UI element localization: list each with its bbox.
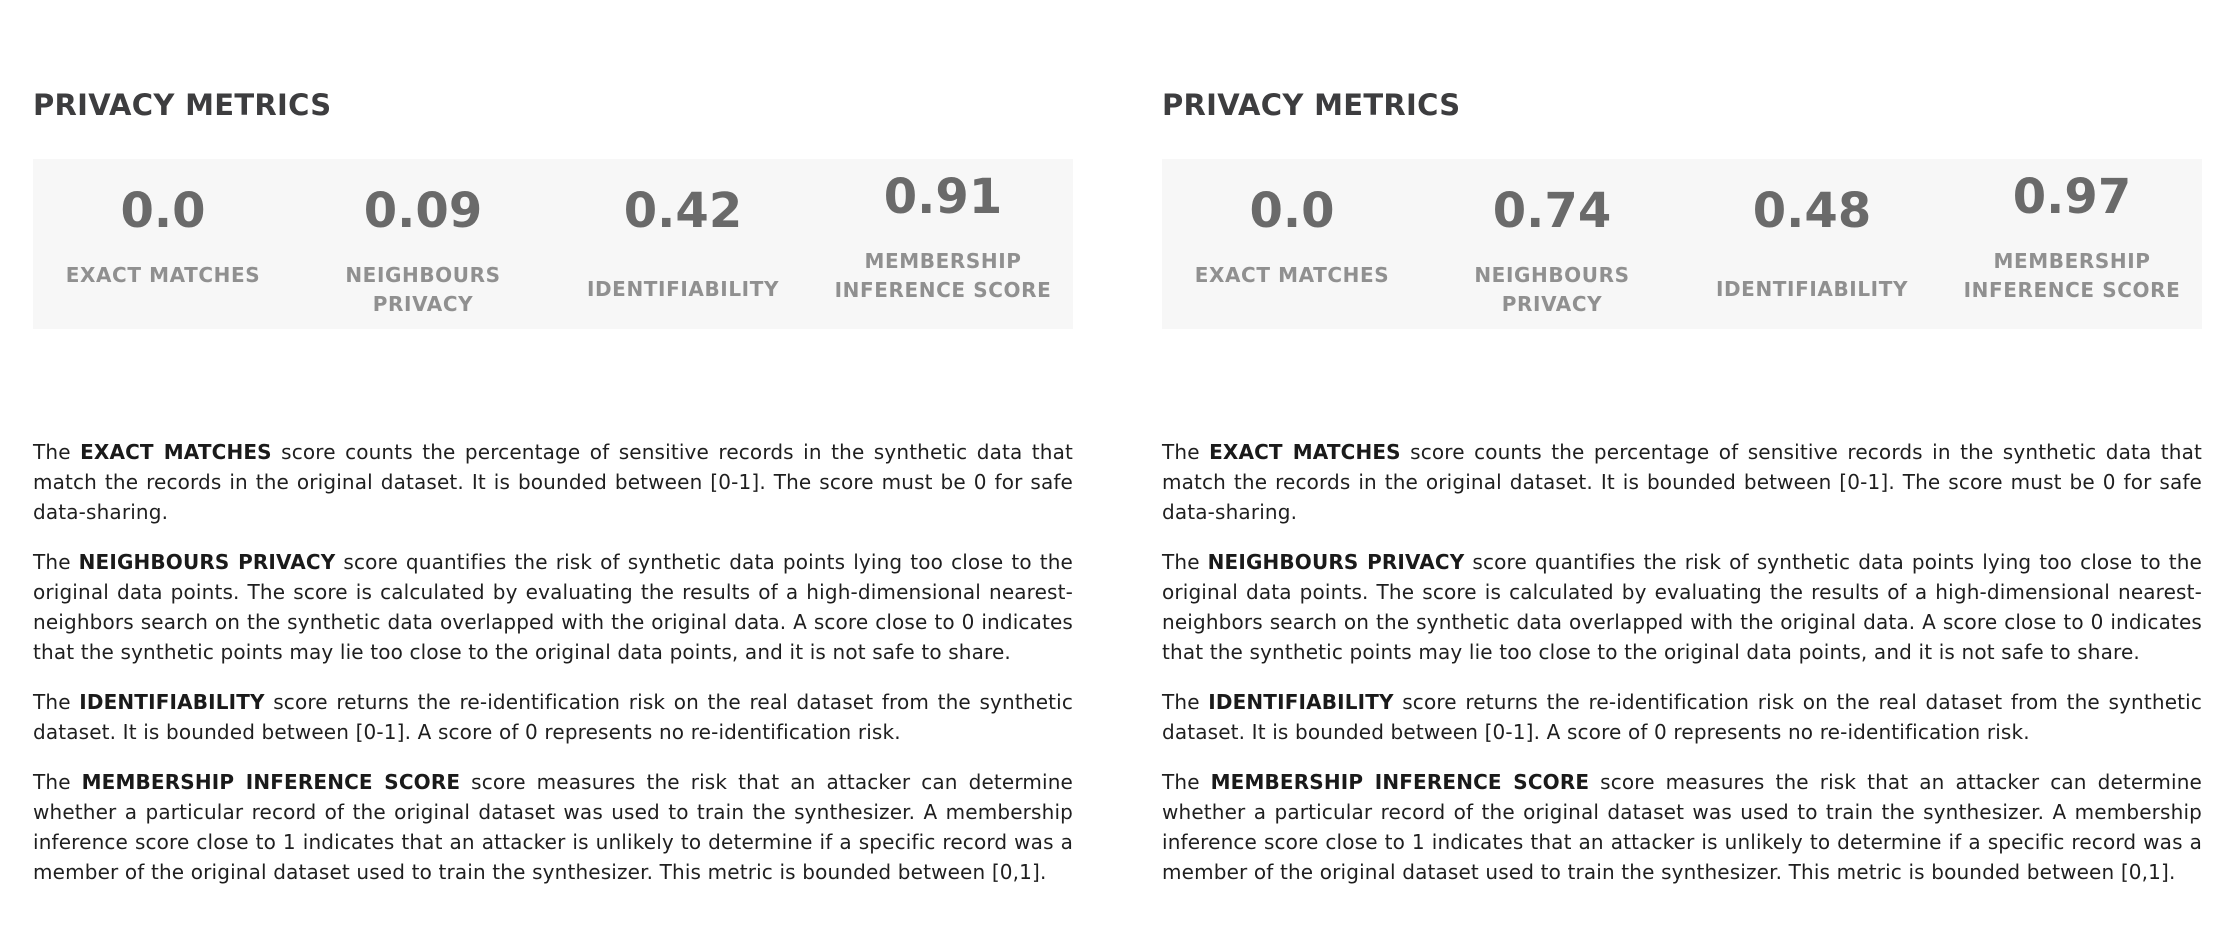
metric-value: 0.74 xyxy=(1492,183,1612,239)
description-neighbours-privacy: The NEIGHBOURS PRIVACY score quantifies the risk of synthetic data points lying too close to the original data points. The score is calculated by evaluating the results of a high-dimensional nearest-neighbors search on the synthetic data overlapped with the original data. A score close to 0 indicates that the synthetic points may lie too close to the original data points, and it is not safe to share. xyxy=(1162,550,2203,664)
term-neighbours-privacy: NEIGHBOURS PRIVACY xyxy=(78,550,336,574)
metric-label: NEIGHBOURS PRIVACY xyxy=(1474,263,1630,316)
term-identifiability: IDENTIFIABILITY xyxy=(1208,690,1394,714)
metric-label: MEMBERSHIP INFERENCE SCORE xyxy=(834,249,1052,302)
metric-identifiability xyxy=(1682,159,1942,329)
metric-label: NEIGHBOURS PRIVACY xyxy=(345,263,501,316)
metric-value: 0.91 xyxy=(883,169,1003,225)
metric-membership-inference-score xyxy=(813,159,1073,329)
metric-label: EXACT MATCHES xyxy=(1194,263,1390,287)
description-exact-matches: The EXACT MATCHES score counts the percentage of sensitive records in the synthetic data that match the records in the original dataset. It is bounded between [0-1]. The score must be 0 for safe data-sharing. xyxy=(33,440,1074,524)
metric-label: EXACT MATCHES xyxy=(65,263,261,287)
term-neighbours-privacy: NEIGHBOURS PRIVACY xyxy=(1207,550,1465,574)
description-identifiability: The IDENTIFIABILITY score returns the re-identification risk on the real dataset from the synthetic dataset. It is bounded between [0-1]. A score of 0 represents no re-identification risk. xyxy=(33,690,1073,744)
description-neighbours-privacy: The NEIGHBOURS PRIVACY score quantifies the risk of synthetic data points lying too close to the original data points. The score is calculated by evaluating the results of a high-dimensional nearest-neighbors search on the synthetic data overlapped with the original data. A score close to 0 indicates that the synthetic points may lie too close to the original data points, and it is not safe to share. xyxy=(33,550,1074,664)
metric-label: IDENTIFIABILITY xyxy=(586,277,780,301)
description-membership-inference: The MEMBERSHIP INFERENCE SCORE score measures the risk that an attacker can determine whether a particular record of the original dataset was used to train the synthesizer. A membership inference score close to 1 indicates that an attacker is unlikely to determine if a specific record was a member of the original dataset used to train the synthesizer. This metric is bounded between [0,1]. xyxy=(1162,770,2202,884)
metric-membership-inference-score xyxy=(1942,159,2202,329)
term-membership-inference-score: MEMBERSHIP INFERENCE SCORE xyxy=(1210,770,1590,794)
metric-value: 0.0 xyxy=(120,183,206,239)
metric-neighbours-privacy xyxy=(1422,159,1682,329)
description-identifiability: The IDENTIFIABILITY score returns the re-identification risk on the real dataset from the synthetic dataset. It is bounded between [0-1]. A score of 0 represents no re-identification risk. xyxy=(1162,690,2202,744)
term-exact-matches: EXACT MATCHES xyxy=(1209,440,1401,464)
metrics-box xyxy=(1162,159,2202,329)
metric-value: 0.09 xyxy=(363,183,483,239)
metric-value: 0.0 xyxy=(1249,183,1335,239)
term-identifiability: IDENTIFIABILITY xyxy=(79,690,265,714)
term-membership-inference-score: MEMBERSHIP INFERENCE SCORE xyxy=(81,770,461,794)
metric-value: 0.42 xyxy=(623,183,743,239)
metric-exact-matches xyxy=(1162,159,1422,329)
description-exact-matches: The EXACT MATCHES score counts the percentage of sensitive records in the synthetic data that match the records in the original dataset. It is bounded between [0-1]. The score must be 0 for safe data-sharing. xyxy=(1162,440,2203,524)
metric-label: MEMBERSHIP INFERENCE SCORE xyxy=(1963,249,2181,302)
term-exact-matches: EXACT MATCHES xyxy=(80,440,272,464)
metrics-box xyxy=(33,159,1073,329)
section-title: PRIVACY METRICS xyxy=(33,88,332,122)
metric-value: 0.48 xyxy=(1752,183,1872,239)
metric-neighbours-privacy xyxy=(293,159,553,329)
metric-value: 0.97 xyxy=(2012,169,2132,225)
metric-label: IDENTIFIABILITY xyxy=(1715,277,1909,301)
metric-identifiability xyxy=(553,159,813,329)
metric-descriptions xyxy=(1162,437,2202,907)
metric-exact-matches xyxy=(33,159,293,329)
metric-descriptions xyxy=(33,437,1073,907)
description-membership-inference: The MEMBERSHIP INFERENCE SCORE score measures the risk that an attacker can determine whether a particular record of the original dataset was used to train the synthesizer. A membership inference score close to 1 indicates that an attacker is unlikely to determine if a specific record was a member of the original dataset used to train the synthesizer. This metric is bounded between [0,1]. xyxy=(33,770,1073,884)
section-title: PRIVACY METRICS xyxy=(1162,88,1461,122)
